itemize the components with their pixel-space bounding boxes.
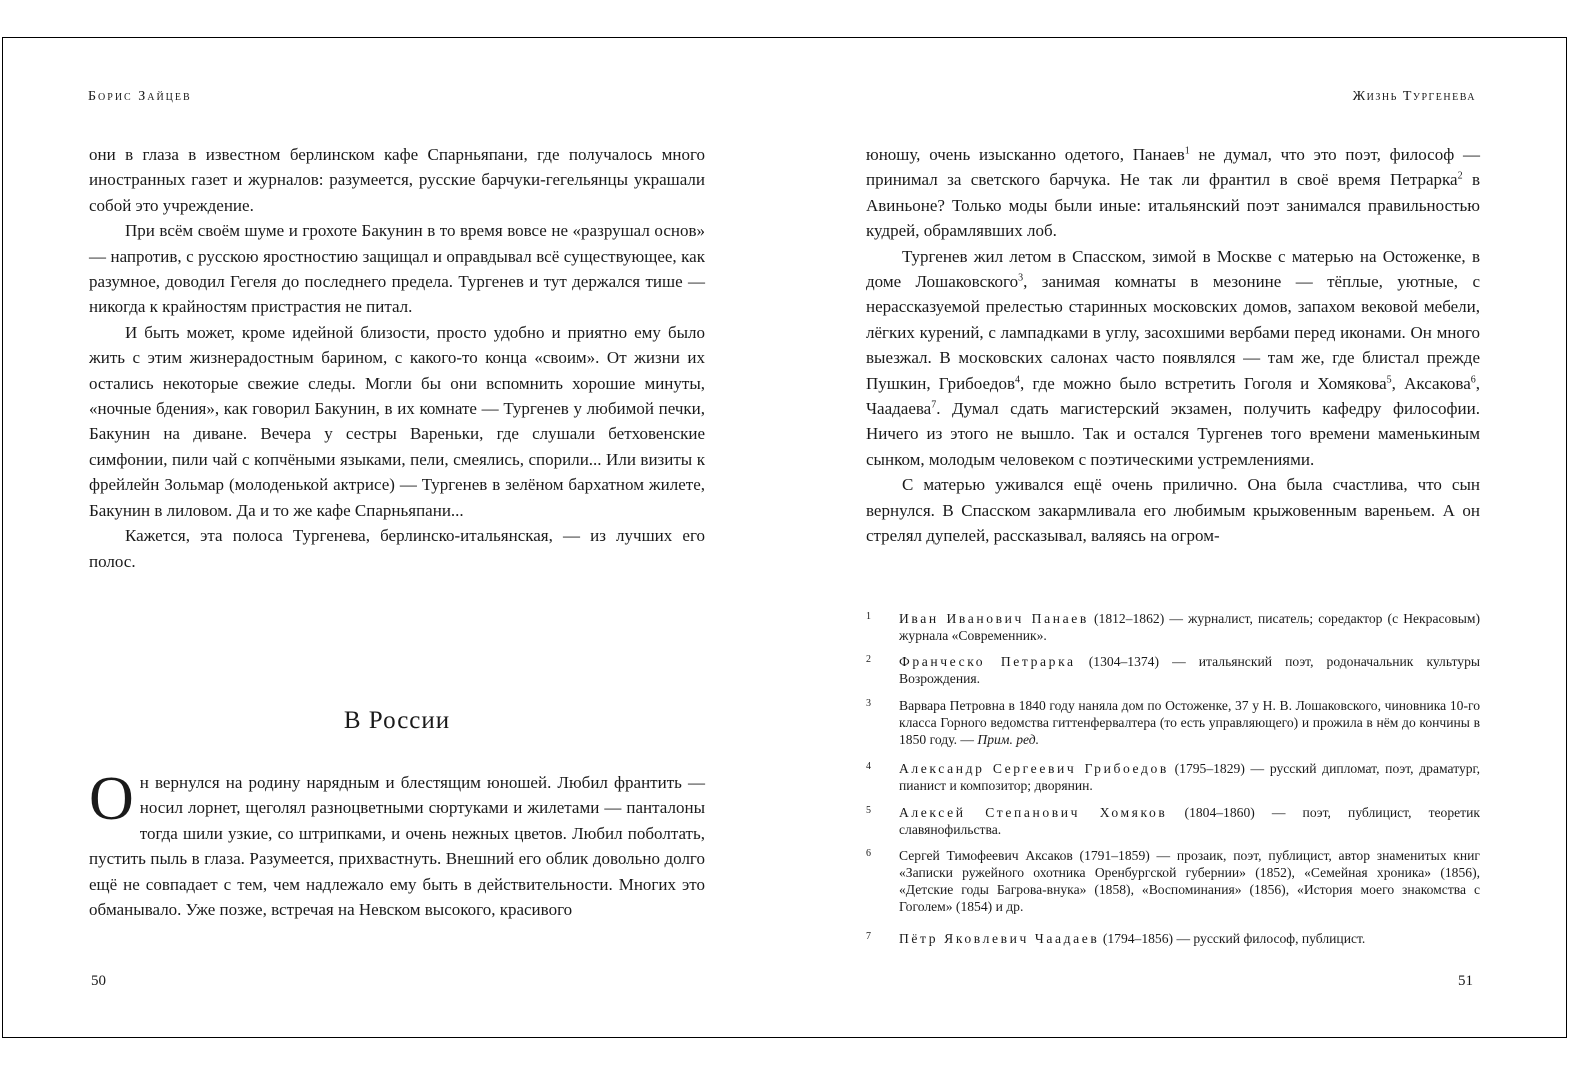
right-text-column: [866, 142, 1480, 549]
footnote: 4 Александр Сергеевич Грибоедов (1795–1829) — русский дипломат, поэт, драматург, пианист и композитор; дворянин.: [866, 761, 1480, 793]
footnote-ref[interactable]: 2: [1457, 170, 1463, 182]
paragraph: Кажется, эта полоса Тургенева, берлинско-итальянская, — из лучших его полос.: [89, 526, 705, 571]
footnote: 3 Варвара Петровна в 1840 году наняла дом по Остоженке, 37 у Н. В. Лошаковского, чиновника 10-го класса Горного ведомства гиттенфервалтера (то есть управляющего) и прожила в нём до кончины в 1850 году. — Прим. ред.: [866, 698, 1480, 747]
footnote: 5 Алексей Степанович Хомяков (1804–1860) — поэт, публицист, теоретик славянофильства.: [866, 805, 1480, 837]
page-number-right: 51: [1458, 973, 1473, 989]
footnote-ref[interactable]: 7: [931, 399, 937, 411]
footnote: 1 Иван Иванович Панаев (1812–1862) — журналист, писатель; соредактор (с Некрасовым) журнала «Современник».: [866, 611, 1481, 643]
footnote: 2 Франческо Петрарка (1304–1374) — итальянский поэт, родоначальник культуры Возрождения.: [866, 654, 1481, 686]
paragraph: Тургенев жил летом в Спасском, зимой в Москве с матерью на Остоженке, в доме Лошаковского$^3$, занимая комнаты в мезонине — тёплые, уютные, с нерассказуемой прелестью старинных московских домов, запахом вековой мебели, лёгких курений, с лампадками в углу, засохшими вербами перед иконами. Он много выезжал. В московских салонах часто появлялся — там же, где блистал прежде Пушкин, Грибоедов$^4$, где можно было встретить Гоголя и Хомякова$^5$, Аксакова$^6$, Чаадаева$^7$. Думал сдать магистерский экзамен, получить кафедру философии. Ничего из этого не вышло. Так и остался Тургенев того времени маменькиным сынком, молодым человеком с поэтическими устремлениями.: [866, 246, 1481, 469]
footnote-ref[interactable]: 6: [1470, 374, 1476, 385]
footnote-ref[interactable]: 1: [1184, 145, 1190, 157]
running-head-right: Жизнь Тургенева: [1352, 89, 1476, 104]
paragraph: И быть может, кроме идейной близости, просто удобно и приятно ему было жить с этим жизнерадостным барином, с какого-то конца «своим». От жизни их остались некоторые свежие следы. Могли бы они вспомнить хорошие минуты, «ночные бдения», как говорил Бакунин, в их комнате — Тургенев у любимой печки, Бакунин на диване. Вечера у сестры Вареньки, где слушали бетховенские симфонии, пили чай с копчёными языками, пели, смеялись, спорили... Или визиты к фрейлейн Зольмар (молоденькой актрисе) — Тургенев в зелёном бархатном жилете, Бакунин в лиловом. Да и то же кафе Спарньяпани...: [89, 322, 705, 520]
footnote-ref[interactable]: 5: [1386, 374, 1392, 385]
footnote: 7 Пётр Яковлевич Чаадаев (1794–1856) — русский философ, публицист.: [866, 931, 1366, 946]
paragraph: юношу, очень изысканно одетого, Панаев$^1$ не думал, что это поэт, философ — принимал за светского барчука. Не так ли франтил в своё время Петрарка$^2$ в Авиньоне? Только моды были иные: итальянский поэт занимался правильностью кудрей, обрамлявших лоб.: [866, 145, 1481, 241]
section-paragraph: н вернулся на родину нарядным и блестящим юношей. Любил франтить — носил лорнет, щеголял разноцветными сюртуками и жилетами — панталоны тогда шили узкие, со штрипками, и очень нежных цветов. Любил поболтать, пустить пыль в глаза. Разумеется, прихвастнуть. Внешний его облик довольно долго ещё не совпадает с тем, чем надлежало ему быть в действительности. Многих это обманывало. Уже позже, встречая на Невском высокого, красивого: [89, 773, 705, 920]
paragraph: они в глаза в известном берлинском кафе Спарньяпани, где получалось много иностранных газет и журналов: разумеется, русские барчуки-гегельянцы украшали собой это учреждение.: [89, 145, 705, 215]
footnote-ref[interactable]: 4: [1015, 374, 1021, 385]
drop-cap: О: [89, 765, 134, 833]
paragraph: При всём своём шуме и грохоте Бакунин в то время вовсе не «разрушал основ» — напротив, с русскою яростностию защищал и оправдывал всё существующее, как разумное, доводил Гегеля до последнего предела. Тургенев и тут держался тише — никогда к крайностям пристрастия не питал.: [89, 221, 705, 317]
footnote-ref[interactable]: 3: [1018, 272, 1024, 284]
section-paragraph-block: [89, 765, 705, 922]
left-text-column: [89, 142, 705, 574]
section-title: В России: [343, 707, 451, 734]
paragraph: С матерью уживался ещё очень прилично. Она была счастлива, что сын вернулся. В Спасском закармливала его любимым крыжовенным вареньем. А он стрелял дупелей, рассказывал, валяясь на огром-: [866, 475, 1480, 546]
footnote: 6 Сергей Тимофеевич Аксаков (1791–1859) — прозаик, поэт, публицист, автор знаменитых книг «Записки ружейного охотника Оренбургской губернии» (1852), «Семейная хроника» (1856), «Детские годы Багрова-внука» (1858), «Воспоминания» (1856), «История моего знакомства с Гоголем» (1854) и др.: [866, 848, 1480, 914]
running-head-left: Борис Зайцев: [88, 89, 192, 104]
page-number-left: 50: [91, 973, 106, 989]
